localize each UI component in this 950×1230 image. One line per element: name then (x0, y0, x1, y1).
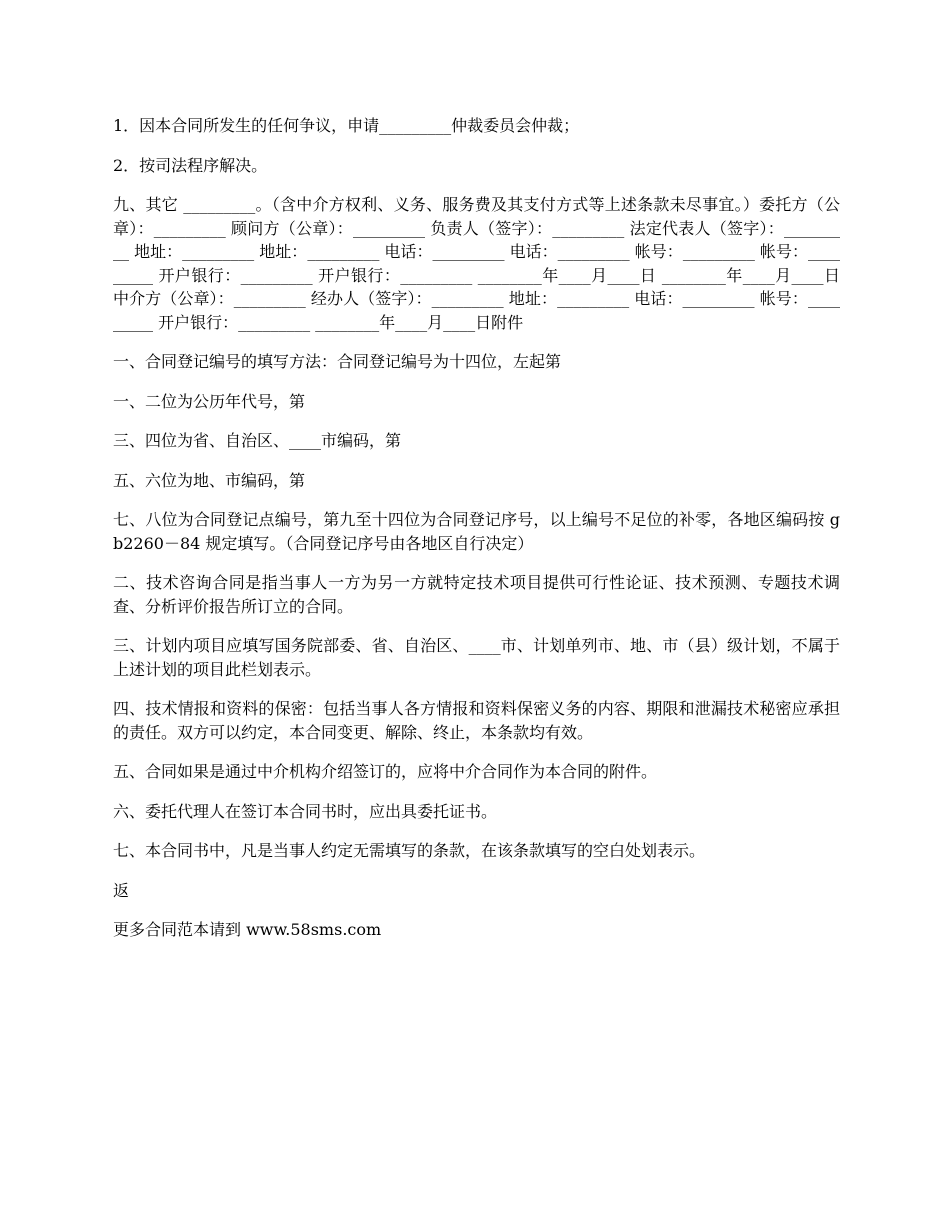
intermediary-contract-instruction: 五、合同如果是通过中介机构介绍签订的，应将中介合同作为本合同的附件。 (113, 762, 658, 781)
year-code-instruction: 一、二位为公历年代号，第 (113, 391, 306, 411)
blank-marking-instruction: 七、本合同书中，凡是当事人约定无需填写的条款，在该条款填写的空白处划表示。 (113, 841, 706, 860)
registration-point-instruction: 七、八位为合同登记点编号，第九至十四位为合同登记序号，以上编号不足位的补零，各地区编码按 gb2260－84 规定填写。（合同登记序号由各地区自行决定） (113, 510, 840, 553)
consulting-contract-definition: 二、技术咨询合同是指当事人一方为另一方就特定技术项目提供可行性论证、技术预测、专题技术调查、分析评价报告所订立的合同。 (113, 573, 840, 616)
agent-authorization-instruction: 六、委托代理人在签订本合同书时，应出具委托证书。 (113, 801, 498, 821)
dispute-judicial-clause: 2．按司法程序解决。 (113, 155, 268, 175)
return-text: 返 (113, 880, 130, 900)
document-body (113, 114, 840, 958)
registration-number-instruction: 一、合同登记编号的填写方法：合同登记编号为十四位，左起第 (113, 352, 562, 371)
city-code-instruction: 五、六位为地、市编码，第 (113, 470, 306, 490)
planned-project-instruction: 三、计划内项目应填写国务院部委、省、自治区、____市、计划单列市、地、市（县）级计划，不属于上述计划的项目此栏划表示。 (113, 636, 840, 679)
confidentiality-instruction: 四、技术情报和资料的保密：包括当事人各方情报和资料保密义务的内容、期限和泄漏技术秘密应承担的责任。双方可以约定，本合同变更、解除、终止，本条款均有效。 (113, 699, 840, 742)
other-terms-signature-block: 九、其它 _________。（含中介方权利、义务、服务费及其支付方式等上述条款未尽事宜。）委托方（公章）：_________ 顾问方（公章）：_________ 负责人（签字）：_________ 法定代表人（签字）：_________ 地址：_________ 地址：_________ 电话：_________ 电话：_________ 帐号：_________ 帐号：_________ 开户银行：_________ 开户银行：_________ ________年____月____日 ________年____月____日中介方（公章）：_________ 经办人（签字）：_________ 地址：_________ 电话：_________ 帐号：_________ 开户银行：_________ ________年____月____日附件 (113, 195, 840, 332)
more-templates-link-text: 更多合同范本请到 www.58sms.com (113, 920, 382, 939)
dispute-arbitration-clause: 1．因本合同所发生的任何争议，申请_________仲裁委员会仲裁； (113, 116, 580, 135)
province-code-instruction: 三、四位为省、自治区、____市编码，第 (113, 431, 402, 450)
